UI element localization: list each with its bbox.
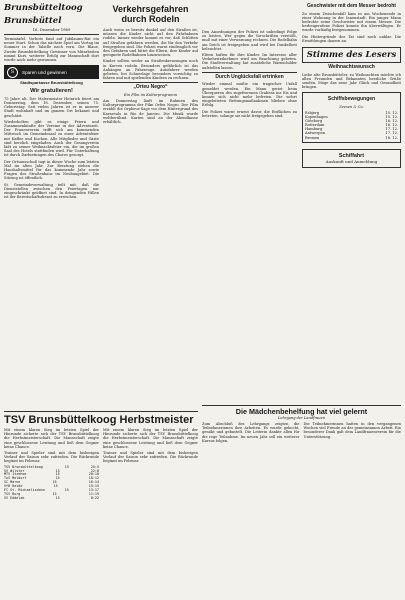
shipping-box	[302, 92, 401, 142]
ship-list	[305, 111, 398, 140]
messer-text: Zu einem Zwischenfall kam es am Wochenende in einer Wohnung in der Innenstadt. Ein junger Mann bedrohte seine Geschwister mit einem Messer. Die herbeigerufene Polizei konnte ihn überwältigen. Er wurde vorläufig festgenommen.	[302, 11, 401, 33]
ship-row	[305, 136, 398, 140]
sparkasse-slogan: Sparen und gewinnen	[22, 69, 67, 75]
ship-cell: 17. 12.	[385, 131, 398, 136]
divider	[202, 405, 401, 406]
divider	[4, 411, 198, 412]
table-cell: 16:14	[88, 480, 99, 485]
table-cell: 15	[64, 464, 69, 469]
ship-cell: Antwerpen	[305, 131, 326, 136]
table-cell: 15	[55, 495, 60, 500]
table-cell: SV Eddelak	[4, 495, 25, 500]
maedchen-text: Zum Abschluß des Lehrgangs zeigten die Teilnehmerinnen ihre Arbeiten. Es wurde gekocht, genäht und gebastelt. Die Leiterin dankte allen für die rege Teilnahme. Im neuen Jahr soll ein weiterer Kursus folgen.	[202, 422, 300, 443]
ship-cell: 17. 12.	[385, 127, 398, 132]
maedchen-subheading: Lehrgang der Landfrauen	[277, 416, 326, 420]
table-cell: 15	[55, 476, 60, 481]
divider	[202, 72, 297, 73]
table-cell: MTV Itzehoe	[4, 472, 27, 477]
advert-title: Schiffahrt	[338, 152, 365, 159]
story-text: Der Ortsausschuß tagt in dieser Woche zum letzten Mal im alten Jahr. Zur Beratung stehen die Haushaltsmittel für das kommende Jahr sowie Fragen des Straßenbaus im Neubaugebiet. Die Sitzung ist öffentlich.	[4, 159, 99, 181]
orteu-text: Am Donnerstag läuft im Rahmen des Kulturprogramms der Film Orfeu Negro. Der Film erzählt die Orpheus-Sage vor dem Hintergrund des Karnevals in Rio de Janeiro. Die Musik wurde weltberühmt. Karten sind an der Abendkasse erhältlich.	[103, 99, 198, 125]
advert-box	[302, 149, 401, 168]
divider	[103, 82, 198, 83]
tsv-text: Trainer und Spieler sind mit dem bisherigen Verlauf der Saison sehr zufrieden. Die Rückrunde beginnt im Februar.	[103, 451, 198, 464]
table-cell: VfB Heide	[4, 484, 23, 489]
article-text: Kinder sollten weder an Straßenkreuzungen noch in Kurven rodeln. Besonders gefährlich ist das Anhängen an Fahrzeuge. Autofahrer werden gebeten, bei Schneelage besonders vorsichtig zu fahren und mit spielenden Kindern zu rechnen.	[103, 59, 198, 81]
congrats-text: 75 Jahre alt. Der Malermeister Heinrich feiert am Donnerstag, dem 18. Dezember, seinen 75. Geburtstag. Seit vielen Jahren ist er in unserer Stadt wohnhaft und im ganzen Ort bekannt und geschätzt.	[4, 96, 99, 118]
messer-heading: Geschwister mit dem Messer bedroht	[307, 3, 396, 9]
table-cell: 11:19	[88, 491, 99, 496]
table-cell: 25:5	[90, 464, 99, 469]
maedchen-text: Die Teilnehmerinnen hatten in den vergangenen Wochen viel Freude an der gemeinsamen Arbeit. Ein besonderer Dank galt dem Landfrauenverein für die Unterstützung.	[303, 422, 401, 439]
tsv-text: Trainer und Spieler sind mit dem bisherigen Verlauf der Saison sehr zufrieden. Die Rückrunde beginnt im Februar.	[4, 451, 99, 464]
column-4	[302, 0, 401, 168]
ship-subheading: Zeesen & Co.	[339, 105, 364, 110]
article-text: Den Anordnungen der Polizei ist unbedingt Folge zu leisten. Wer gegen die Vorschriften verstößt, muß mit einer Verwarnung rechnen. Die Rodelbahn am Deich ist freigegeben und wird bei Dunkelheit beleuchtet.	[202, 30, 297, 51]
drown-text: Die Polizei warnt erneut davor, die Eisflächen zu betreten, solange sie nicht freigegeben sind.	[202, 109, 297, 118]
ship-cell: 15. 12.	[385, 111, 398, 116]
weihnachtswunsch-heading: Weihnachtswunsch	[328, 64, 375, 71]
table-cell: TSV Burg	[4, 491, 21, 496]
issue-date: 16. Dezember 1969	[32, 27, 71, 32]
ship-cell: Esbjerg	[305, 111, 320, 116]
table-cell: 15	[52, 491, 57, 496]
table-cell: 8:22	[90, 495, 99, 500]
maedchen-article	[202, 403, 401, 445]
sparkasse-logo-icon: S	[7, 67, 18, 78]
story-text: Wiederholten gibt es einige Feiern und Zusammenkünfte der Vereine in der Adventszeit. Der Frauenverein trifft sich am kommenden Mittwoch im Gemeindesaal zu einer Adventsfeier mit Kaffee und Kuchen. Alle Mitglieder und Gäste sind herzlich eingeladen. Auch der Gesangverein lädt zu seiner Weihnachtsfeier ein, die im großen Saal des Hotels stattfinden wird. Für Unterhaltung ist durch Darbietungen des Chores gesorgt.	[4, 119, 99, 158]
ship-cell: Kopenhagen	[305, 115, 328, 120]
masthead-line2: Brunsbüttel	[4, 16, 62, 26]
masthead-line1: Brunsbütteltoog	[4, 3, 83, 13]
table-cell: FC St. Michaelisdonn	[4, 488, 45, 493]
table-cell: 15:15	[88, 484, 99, 489]
table-cell: 13:17	[88, 488, 99, 493]
ship-cell: 16. 12.	[385, 123, 398, 128]
ship-cell: 18. 12.	[385, 135, 398, 140]
divider	[4, 34, 99, 35]
ship-heading: Schiffsbewegungen	[327, 96, 376, 103]
table-cell: SC Marne	[4, 480, 21, 485]
sparkasse-name: Stadtsparkasse Brunsbüttelkoog	[20, 80, 83, 86]
tsv-article	[4, 409, 198, 501]
table-cell: TuS Meldorf	[4, 476, 27, 481]
stimme-des-lesers-heading: Stimme des Lesers	[302, 47, 401, 63]
intro-text: Termintafel. Vorbote fand auf Jubilaums-Rat ein neuer Start. Schon das nächste Spiel am Vortag im Sommer in der Tabelle nach vorn. Die Blaue, Zweite Brunsbüttelkoog Gewinner von Mitarbeiten nimmt Kurs, weiterer Erfolg zur Mannschaft dort wurde noch mehr gewonnen.	[4, 37, 99, 63]
table-cell: SV Wilster	[4, 468, 25, 473]
weihnachtswunsch-text: Liebe alte Brunsbütteler, zu Weihnachten möchte ich allen Freunden und Bekannten herzliche Grüße senden. Möge das neue Jahr Glück und Gesundheit bringen.	[302, 72, 401, 90]
tsv-text: Mit einem klaren Sieg im letzten Spiel der Hinrunde sicherte sich der TSV Brunsbüttelkoog die Herbstmeisterschaft. Die Mannschaft zeigte eine geschlossene Leistung und ließ dem Gegner keine Chance.	[103, 428, 198, 449]
table-cell: 15	[53, 484, 58, 489]
table-row	[4, 497, 99, 501]
table-cell: 15	[52, 480, 57, 485]
orteu-heading: „Orteu Negro“	[133, 84, 168, 91]
maedchen-heading: Die Mädchenbehelfung hat viel gelernt	[235, 407, 368, 416]
messer-text: Die Hintergründe der Tat sind noch unklar. Die Ermittlungen dauern an.	[302, 34, 401, 43]
ship-cell: Rotterdam	[305, 123, 325, 128]
ship-cell: 15. 12.	[385, 115, 398, 120]
headline-rodeln-1: Verkehrsgefahren	[112, 4, 189, 14]
orteu-subheading: Ein Film im Kulturprogramm	[124, 93, 177, 98]
tsv-text: Mit einem klaren Sieg im letzten Spiel der Hinrunde sicherte sich der TSV Brunsbüttelkoog die Herbstmeisterschaft. Die Mannschaft zeigte eine geschlossene Leistung und ließ dem Gegner keine Chance.	[4, 428, 99, 449]
column-1	[4, 0, 99, 201]
ship-cell: Göteborg	[305, 119, 323, 124]
article-text: Eltern haften für ihre Kinder. Im Interesse aller Verkehrsteilnehmer wird um Beachtung gebeten. Die Stadtverwaltung hat zusätzliche Warnschilder aufstellen lassen.	[202, 53, 297, 70]
ship-cell: 16. 12.	[385, 119, 398, 124]
table-cell: 18:12	[88, 476, 99, 481]
column-2	[103, 0, 198, 126]
table-cell: 15	[55, 472, 60, 477]
congrats-heading: Wir gratulieren!	[30, 88, 73, 95]
ship-cell: Bremen	[305, 135, 320, 140]
headline-rodeln-2: durch Rodeln	[121, 14, 180, 24]
table-cell: 15	[55, 468, 60, 473]
tsv-heading: TSV Brunsbüttelkoog Herbstmeister	[4, 414, 194, 426]
league-table	[4, 466, 99, 501]
table-cell: TSV Brunsbüttelkoog	[4, 464, 43, 469]
story-text: St. Gemeindeverwaltung teilt mit, daß die Dienststellen zwischen den Feiertagen nur eingeschränkt geöffnet sind. In dringenden Fällen ist der Bereitschaftsdienst zu erreichen.	[4, 182, 99, 200]
table-cell: 15	[64, 488, 69, 493]
ship-cell: Hamburg	[305, 127, 323, 132]
table-cell: 20:10	[88, 472, 99, 477]
sparkasse-ad	[4, 65, 99, 79]
column-3	[202, 0, 297, 120]
article-text: Auch wenn es bereits dunkel auf den Straßen ist, müssen die Kinder nicht auf den Fahrbahnen rodeln. Immer wieder kommt es vor, daß Schlitten auf Straßen gefahren werden, die für den Verkehr freigegeben sind. Die Polizei warnt eindringlich vor den Gefahren und bittet die Eltern, ihre Kinder auf geeignete Rodelbahnen hinzuweisen.	[103, 28, 198, 58]
table-cell: 22:8	[90, 468, 99, 473]
drown-heading: Durch Unglücksfall ertrinken	[215, 73, 284, 80]
advert-subtitle: Auskunft und Anmeldung	[325, 158, 378, 164]
drown-text: Wieder einmal mußte ein tragischer Unfall gemeldet werden. Ein Mann geriet beim Überqueren des zugefrorenen Grabens ins Eis und konnte sich nicht mehr befreien. Die sofort eingeleiteten Rettungsmaßnahmen blieben ohne Erfolg.	[202, 82, 297, 108]
